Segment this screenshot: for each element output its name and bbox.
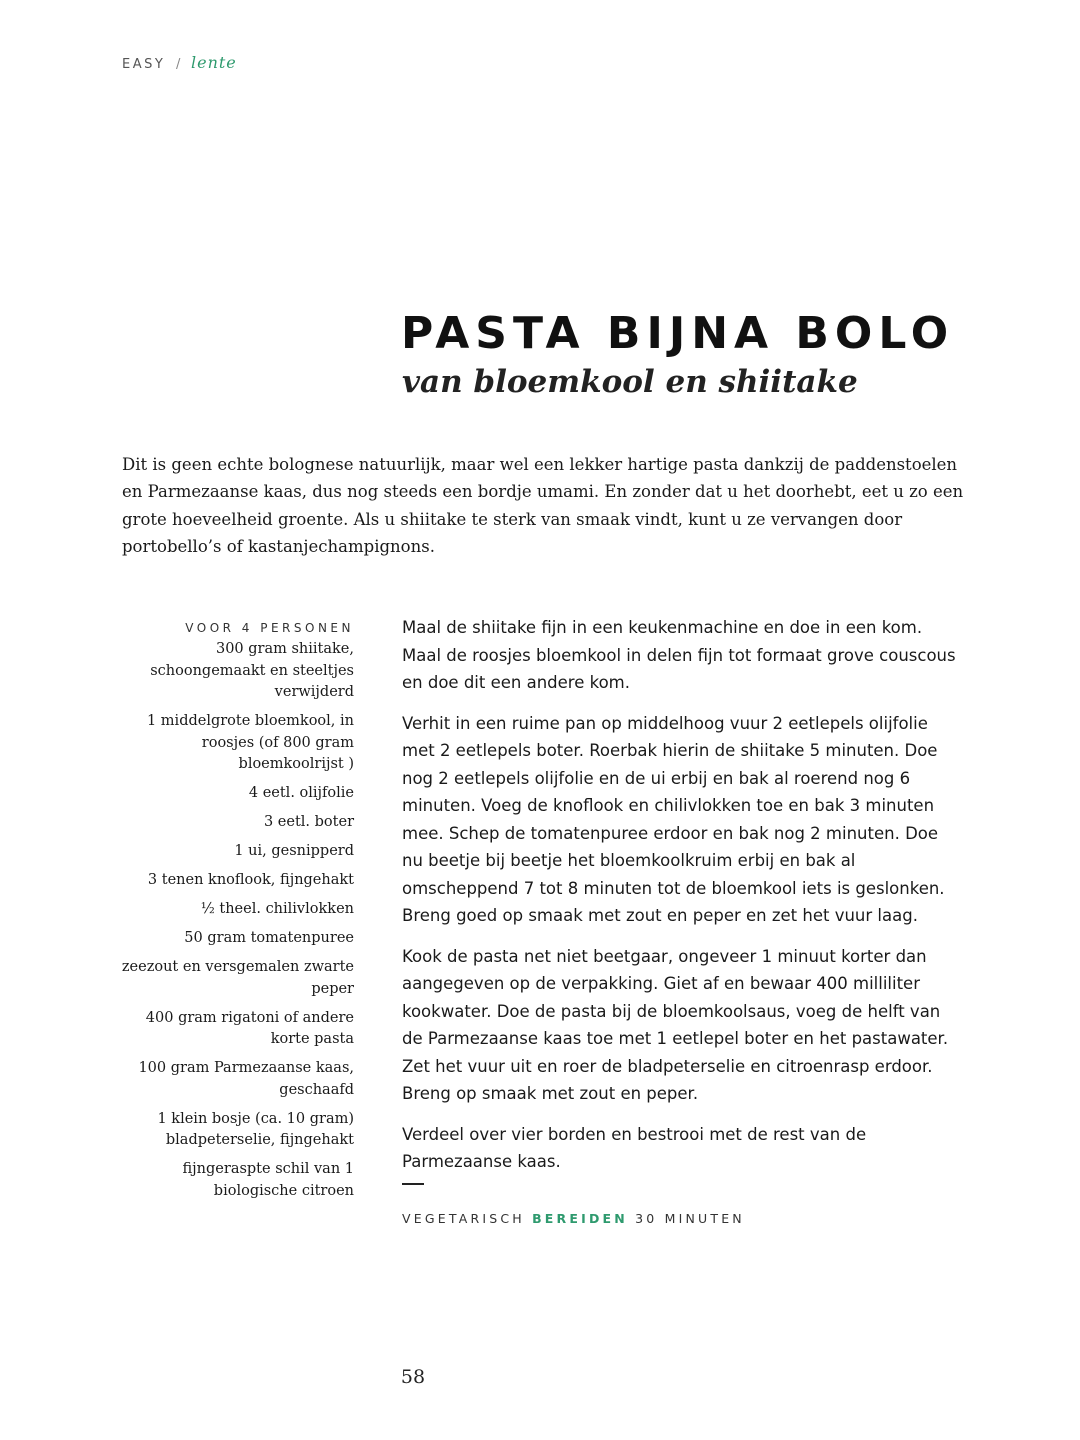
ingredient-item: 1 klein bosje (ca. 10 gram) bladpeterselie, fijngehakt (157, 1110, 354, 1148)
ingredient-item: 3 tenen knoflook, fijngehakt (147, 872, 354, 888)
ingredient-item: 300 gram shiitake, schoongemaakt en steeltjes verwijderd (150, 641, 354, 700)
recipe-intro: Dit is geen echte bolognese natuurlijk, maar wel een lekker hartige pasta dankzij de paddenstoelen en Parmezaanse kaas, dus nog steeds een bordje umami. En zonder dat u het doorhebt, eet u zo een grote hoeveelheid groente. Als u shiitake te sterk van smaak vindt, kunt u ze vervangen door portobello’s of kastanjechampignons. (122, 455, 964, 556)
ingredient-item: zeezout en versgemalen zwarte peper (121, 959, 354, 997)
prep-time: 30 MINUTEN (635, 1210, 745, 1226)
ingredient-item: 50 gram tomatenpuree (184, 930, 354, 946)
method-panel (402, 614, 962, 1232)
ingredient-item: 4 eetl. olijfolie (248, 785, 354, 801)
season-label: lente (190, 53, 237, 72)
servings-label: VOOR 4 PERSONEN (185, 621, 354, 635)
ingredient-item: fijngeraspte schil van 1 biologische citroen (182, 1161, 354, 1199)
recipe-meta (402, 1205, 962, 1233)
divider-dash (402, 1183, 424, 1185)
ingredient-item: 3 eetl. boter (263, 814, 354, 830)
ingredient-item: 100 gram Parmezaanse kaas, geschaafd (138, 1060, 354, 1098)
ingredient-item: 1 ui, gesnipperd (234, 843, 354, 859)
method-step: Verhit in een ruime pan op middelhoog vuur 2 eetlepels olijfolie met 2 eetlepels boter. Roerbak hierin de shiitake 5 minuten. Doe nog 2 eetlepels olijfolie en de ui erbij en bak al roerend nog 6 minuten. Voeg de knoflook en chilivlokken toe en bak 3 minuten mee. Schep de tomatenpuree erdoor en bak nog 2 minuten. Doe nu beetje bij beetje het bloemkoolkruim erbij en bak al omscheppend 7 tot 8 minuten tot de bloemkool iets is geslonken. Breng goed op smaak met zout en peper en zet het vuur laag. (402, 713, 945, 925)
recipe-title: PASTA BIJNA BOLO (401, 308, 955, 359)
header-separator: / (175, 57, 181, 72)
method-step: Maal de shiitake fijn in een keukenmachine en doe in een kom. Maal de roosjes bloemkool in delen fijn tot formaat grove couscous en doe dit een andere kom. (402, 618, 956, 692)
prep-label: BEREIDEN (532, 1210, 628, 1226)
ingredient-item: ½ theel. chilivlokken (200, 901, 354, 917)
ingredient-item: 400 gram rigatoni of andere korte pasta (145, 1009, 354, 1047)
recipe-subtitle: van bloemkool en shiitake (402, 364, 858, 400)
ingredients-panel (114, 617, 354, 1210)
method-step: Verdeel over vier borden en bestrooi met de rest van de Parmezaanse kaas. (402, 1124, 867, 1171)
diet-label: VEGETARISCH (402, 1210, 525, 1226)
running-header (122, 53, 237, 72)
ingredient-item: 1 middelgrote bloemkool, in roosjes (of 800 gram bloemkoolrijst ) (146, 713, 354, 772)
page-number: 58 (400, 1366, 426, 1388)
section-label: EASY (122, 57, 166, 72)
ingredient-list (114, 639, 354, 1202)
method-step: Kook de pasta net niet beetgaar, ongeveer 1 minuut korter dan aangegeven op de verpakking. Giet af en bewaar 400 milliliter kookwater. Doe de pasta bij de bloemkoolsaus, voeg de helft van de Parmezaanse kaas toe met 1 eetlepel boter en het pastawater. Zet het vuur uit en roer de bladpeterselie en citroenrasp erdoor. Breng op smaak met zout en peper. (402, 946, 949, 1103)
